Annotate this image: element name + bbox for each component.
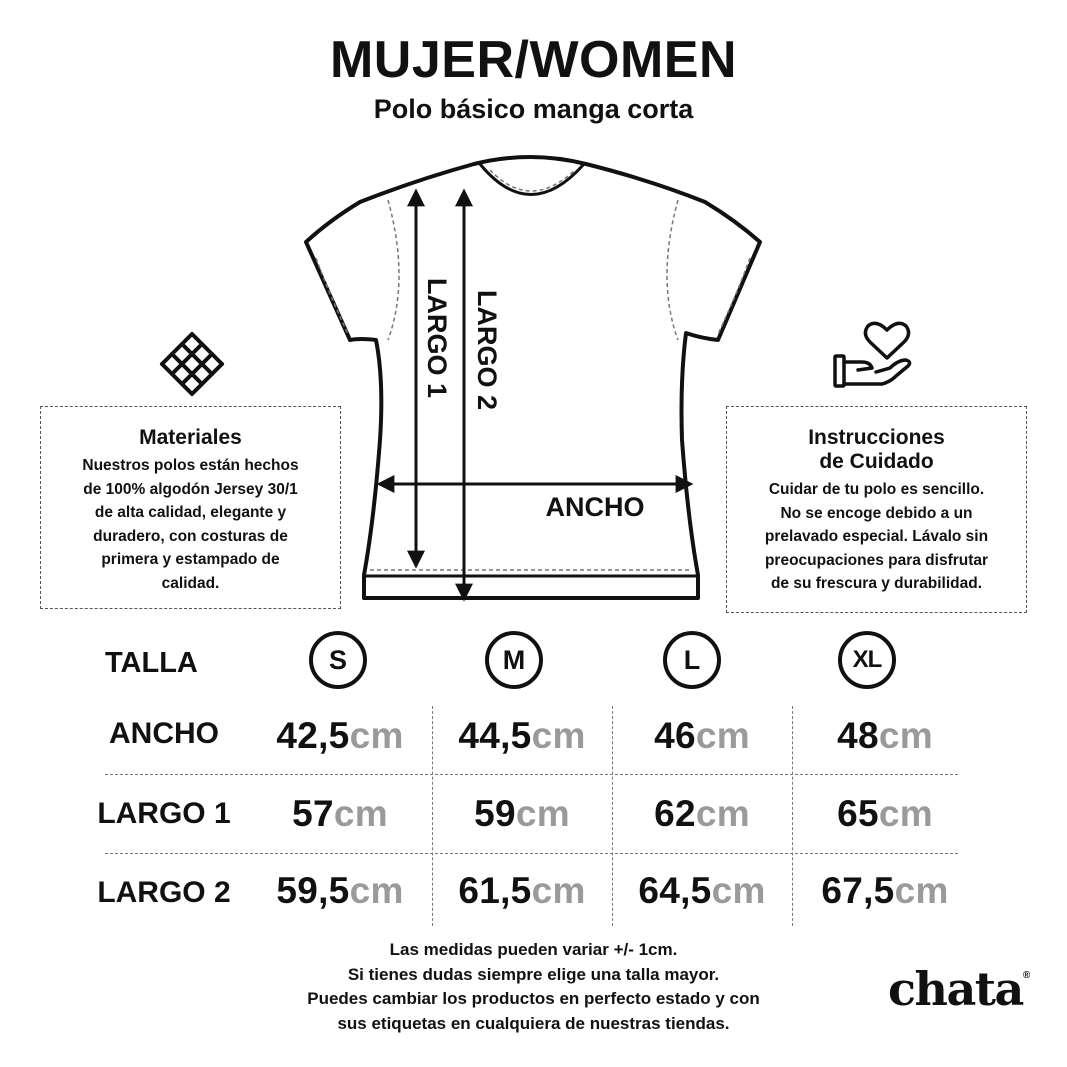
row-label-largo2: LARGO 2 — [97, 876, 231, 909]
size-label: TALLA — [105, 647, 198, 679]
ancho-label: ANCHO — [545, 492, 645, 522]
care-title: Instrucciones de Cuidado — [808, 426, 945, 473]
materials-text: Nuestros polos están hechos de 100% algodón Jersey 30/1 de alta calidad, elegante y duradero, con costuras de primera y estampado de calidad. — [82, 457, 299, 592]
size-badge-l: L — [663, 631, 721, 689]
grid-divider — [792, 706, 793, 926]
value-cell: 42,5cm — [276, 715, 404, 756]
shirt-diagram — [300, 150, 770, 610]
fabric-weave-icon — [158, 332, 226, 398]
value-cell: 57cm — [292, 793, 388, 834]
size-badge-xl: XL — [838, 631, 896, 689]
brand-logo: chata® — [888, 962, 1029, 1016]
value-cell: 61,5cm — [458, 870, 586, 911]
care-text: Cuidar de tu polo es sencillo. No se encoge debido a un prelavado especial. Lávalo sin preocupaciones para disfrutar de su frescura y durabilidad. — [764, 481, 989, 592]
value-cell: 46cm — [654, 715, 750, 756]
materials-title: Materiales — [139, 426, 242, 449]
page-subtitle: Polo básico manga corta — [373, 94, 694, 124]
shirt-outline — [306, 157, 760, 598]
heart-hand-icon — [832, 318, 912, 390]
value-cell: 65cm — [837, 793, 933, 834]
size-badge-s: S — [309, 631, 367, 689]
value-cell: 44,5cm — [458, 715, 586, 756]
materials-box — [40, 406, 341, 609]
care-box — [726, 406, 1027, 613]
page-title: MUJER/WOMEN — [329, 31, 738, 89]
value-cell: 64,5cm — [638, 870, 766, 911]
value-cell: 59cm — [474, 793, 570, 834]
shirt-collar — [480, 164, 584, 195]
row-label-ancho: ANCHO — [109, 717, 219, 750]
row-label-largo1: LARGO 1 — [97, 797, 231, 830]
value-cell: 62cm — [654, 793, 750, 834]
value-cell: 59,5cm — [276, 870, 404, 911]
value-cell: 48cm — [837, 715, 933, 756]
size-badge-m: M — [485, 631, 543, 689]
largo2-label: LARGO 2 — [472, 289, 502, 411]
grid-divider — [105, 853, 958, 854]
grid-divider — [105, 774, 958, 775]
footer-notes: Las medidas pueden variar +/- 1cm. Si tienes dudas siempre elige una talla mayor. Puedes cambiar los productos en perfecto estado y con sus etiquetas en cualquiera de nuestras tiendas. — [307, 940, 760, 1033]
value-cell: 67,5cm — [821, 870, 949, 911]
largo1-label: LARGO 1 — [422, 277, 452, 399]
